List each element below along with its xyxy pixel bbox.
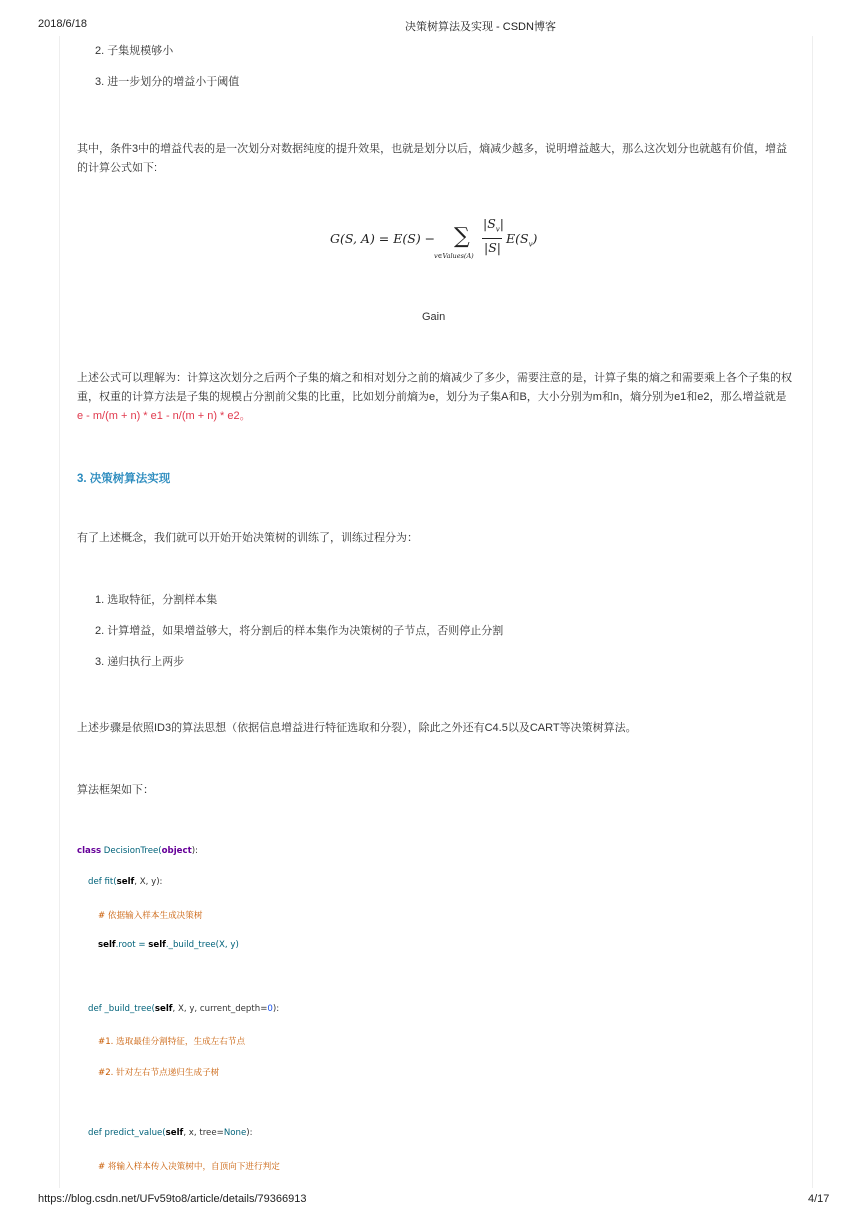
training-step-2: 2. 计算增益，如果增益够大，将分割后的样本集作为决策树的子节点，否则停止分割 bbox=[95, 625, 504, 637]
stop-condition-2: 2. 子集规模够小 bbox=[95, 45, 174, 57]
paragraph-framework: 算法框架如下： bbox=[77, 784, 154, 796]
code-line-def-predict: def predict_value(self, x, tree=None): bbox=[88, 1128, 253, 1138]
fraction-numerator: $|S_v|$ bbox=[483, 216, 504, 234]
paragraph-training: 有了上述概念，我们就可以开始开始决策树的训练了，训练过程分为： bbox=[77, 532, 418, 544]
training-step-3: 3. 递归执行上两步 bbox=[95, 656, 185, 668]
code-comment-build-1: #1. 选取最佳分割特征，生成左右节点 bbox=[98, 1037, 246, 1047]
article-frame bbox=[59, 36, 813, 1188]
code-line-root: self.root = self._build_tree(X, y) bbox=[98, 940, 239, 950]
paragraph-gain-intro: 其中，条件3中的增益代表的是一次划分对数据纯度的提升效果，也就是划分以后，熵减少越多，说明增益越大，那么这次划分也就越有价值，增益的计算公式如下: bbox=[77, 143, 788, 174]
sum-subscript: v∈Values(A) bbox=[434, 252, 474, 260]
print-title: 决策树算法及实现 - CSDN博客 bbox=[405, 21, 556, 33]
code-line-class: class DecisionTree(object): bbox=[77, 846, 198, 856]
code-comment-build-2: #2. 针对左右节点递归生成子树 bbox=[98, 1068, 220, 1078]
formula-caption: Gain bbox=[422, 311, 446, 323]
page-number: 4/17 bbox=[808, 1193, 830, 1205]
print-url: https://blog.csdn.net/UFv59to8/article/details/79366913 bbox=[38, 1193, 307, 1205]
formula-rhs: $E(S_v)$ bbox=[506, 231, 538, 249]
paragraph-gain-explain-text: 上述公式可以理解为：计算这次划分之后两个子集的熵之和相对划分之前的熵减少了多少，需要注意的是，计算子集的熵之和需要乘上各个子集的权重，权重的计算方法是子集的规模占分割前父集的比重，比如划分前熵为e，划分为子集A和B，大小分别为m和n，熵分别为e1和e2，那么增益就是 bbox=[77, 372, 792, 403]
training-step-1: 1. 选取特征，分割样本集 bbox=[95, 594, 218, 606]
gain-formula bbox=[330, 216, 560, 266]
paragraph-gain-explain bbox=[77, 369, 793, 426]
print-date: 2018/6/18 bbox=[38, 18, 87, 30]
fraction-denominator: |S| bbox=[484, 240, 501, 255]
code-comment-predict: # 将输入样本传入决策树中，自顶向下进行判定 bbox=[98, 1162, 280, 1172]
code-line-def-fit: def fit(self, X, y): bbox=[88, 877, 163, 887]
code-line-def-build-tree: def _build_tree(self, X, y, current_depth=0): bbox=[88, 1004, 280, 1014]
code-comment-fit: # 依据输入样本生成决策树 bbox=[98, 911, 203, 921]
stop-condition-3: 3. 进一步划分的增益小于阈值 bbox=[95, 76, 240, 88]
fraction-bar bbox=[482, 238, 502, 239]
formula-lhs: G(S, A) = E(S) − bbox=[330, 231, 436, 246]
paragraph-id3: 上述步骤是依照ID3的算法思想（依据信息增益进行特征选取和分裂），除此之外还有C4.5以及CART等决策树算法。 bbox=[77, 722, 637, 734]
section-heading: 3. 决策树算法实现 bbox=[77, 473, 171, 485]
sum-sign: ∑ bbox=[454, 224, 470, 249]
gain-expression: e - m/(m + n) * e1 - n/(m + n) * e2。 bbox=[77, 410, 251, 422]
